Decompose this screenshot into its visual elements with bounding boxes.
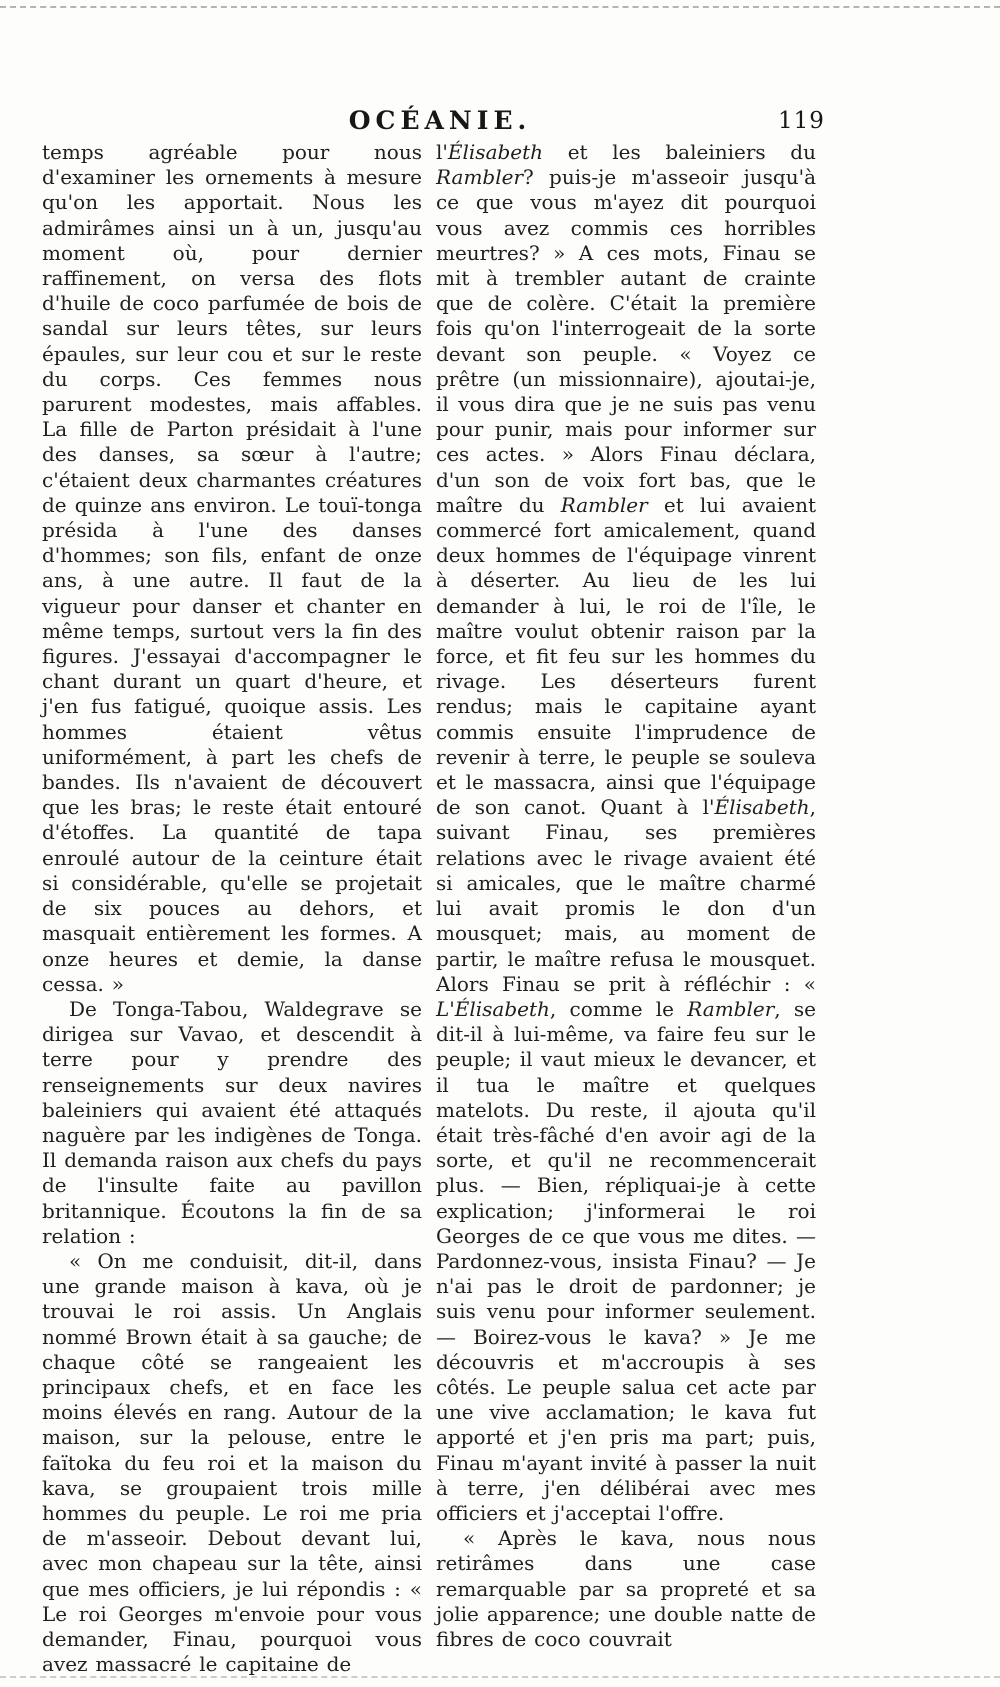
text-segment: « On me conduisit, dit-il, dans une grande maison à kava, où je trouvai le roi assis. Un Anglais nommé Brown était à sa gauche; de chaque côté se rangeaient les principaux chefs, et en face les moins élevés en rang. Autour de la maison, sur la pelouse, entre le faïtoka du feu roi et la maison du kava, se groupaient trois mille hommes du peuple. Le roi me pria de m'asseoir. Debout devant lui, avec mon chapeau sur la tête, ainsi que mes officiers, je lui répondis : « Le roi Georges m'envoie pour vous demander, Finau, pourquoi vous avez massacré le capitaine de xyxy=(42,1248,422,1677)
paragraph xyxy=(42,140,422,997)
paragraph xyxy=(436,1526,816,1652)
text-column-left xyxy=(42,140,422,1677)
bottom-scan-edge-line xyxy=(0,1676,1000,1678)
top-scan-edge-line xyxy=(0,6,1000,8)
paragraph xyxy=(436,140,816,1526)
text-segment: temps agréable pour nous d'examiner les ornements à mesure qu'on les apportait. Nous les admirâmes ainsi un à un, jusqu'au moment où, pour dernier raffinement, on versa des flots d'huile de coco parfumée de bois de sandal sur leurs têtes, sur leurs épaules, sur leur cou et sur le reste du corps. Ces femmes nous parurent modestes, mais affables. La fille de Parton présidait à l'une des danses, sa sœur à l'autre; c'étaient deux charmantes créatures de quinze ans environ. Le touï-tonga présida à l'une des danses d'hommes; son fils, enfant de onze ans, à une autre. Il faut de la vigueur pour danser et chanter en même temps, surtout vers la fin des figures. J'essayai d'accompagner le chant durant un quart d'heure, et j'en fus fatigué, quoique assis. Les hommes étaient vêtus uniformément, à part les chefs de bandes. Ils n'avaient de découvert que les bras; le reste était entouré d'étoffes. La quantité de tapa enroulé autour de la ceinture était si considérable, qu'elle se projetait de six pouces au dehors, et masquait entièrement les formes. A onze heures et demie, la danse cessa. » xyxy=(42,140,422,996)
italic-text-segment: Élisabeth xyxy=(714,795,810,820)
text-segment: et lui avaient commercé fort amicalement, quand deux hommes de l'équipage vinrent à déserter. Au lieu de les lui demander à lui, le roi de l'île, le maître voulut obtenir raison par la force, et fit feu sur les hommes du rivage. Les déserteurs furent rendus; mais le capitaine ayant commis ensuite l'imprudence de revenir à terre, le peuple se souleva et le massacra, ainsi que l'équipage de son canot. Quant à l' xyxy=(436,492,816,820)
text-column-right xyxy=(436,140,816,1652)
text-segment: De Tonga-Tabou, Waldegrave se dirigea sur Vavao, et descendit à terre pour y prendre des renseignements sur deux navires baleiniers qui avaient été attaqués naguère par les indigènes de Tonga. Il demanda raison aux chefs du pays de l'insulte faite au pavillon britannique. Écoutons la fin de sa relation : xyxy=(42,996,422,1248)
text-segment: , suivant Finau, ses premières relations avec le rivage avaient été si amicales, que le maître charmé lui avait promis le don d'un mousquet; mais, au moment de partir, le maître refusa le mousquet. Alors Finau se prit à réfléchir : « xyxy=(436,795,816,996)
italic-text-segment: Élisabeth xyxy=(447,140,544,164)
text-segment: et les baleiniers du xyxy=(543,140,816,164)
paragraph xyxy=(42,997,422,1249)
italic-text-segment: Rambler xyxy=(560,492,648,517)
running-head-title: OCÉANIE. xyxy=(348,106,532,135)
paragraph xyxy=(42,1249,422,1677)
text-segment: , se dit-il à lui-même, va faire feu sur le peuple; il vaut mieux le devancer, et il tua le maître et quelques matelots. Du reste, il ajouta qu'il était très-fâché d'en avoir agi de la sorte, et qu'il ne recommencerait plus. — Bien, répliquai-je à cette explication; j'informerai le roi Georges de ce que vous me dites. — Pardonnez-vous, insista Finau? — Je n'ai pas le droit de pardonner; je suis venu pour informer seulement. — Boirez-vous le kava? » Je me découvris et m'accroupis à ses côtés. Le peuple salua cet acte par une vive acclamation; le kava fut apporté et j'en pris ma part; puis, Finau m'ayant invité à passer la nuit à terre, j'en délibérai avec mes officiers et j'acceptai l'offre. xyxy=(436,996,816,1525)
italic-text-segment: L'Élisabeth xyxy=(436,996,550,1021)
page-number: 119 xyxy=(778,108,825,134)
text-segment: ? puis-je m'asseoir jusqu'à ce que vous m'ayez dit pourquoi vous avez commis ces horribles meurtres? » A ces mots, Finau se mit à trembler autant de crainte que de colère. C'était la première fois qu'on l'interrogeait de la sorte devant son peuple. « Voyez ce prêtre (un missionnaire), ajoutai-je, il vous dira que je ne suis pas venu pour punir, mais pour informer sur ces actes. » Alors Finau déclara, d'un son de voix fort bas, que le maître du xyxy=(436,165,816,517)
italic-text-segment: Rambler xyxy=(436,165,524,190)
text-segment: l' xyxy=(436,140,448,164)
text-segment: , comme le xyxy=(549,996,688,1021)
text-segment: « Après le kava, nous nous retirâmes dans une case remarquable par sa propreté et sa jolie apparence; une double natte de fibres de coco couvrait xyxy=(436,1526,816,1651)
italic-text-segment: Rambler xyxy=(687,996,775,1021)
